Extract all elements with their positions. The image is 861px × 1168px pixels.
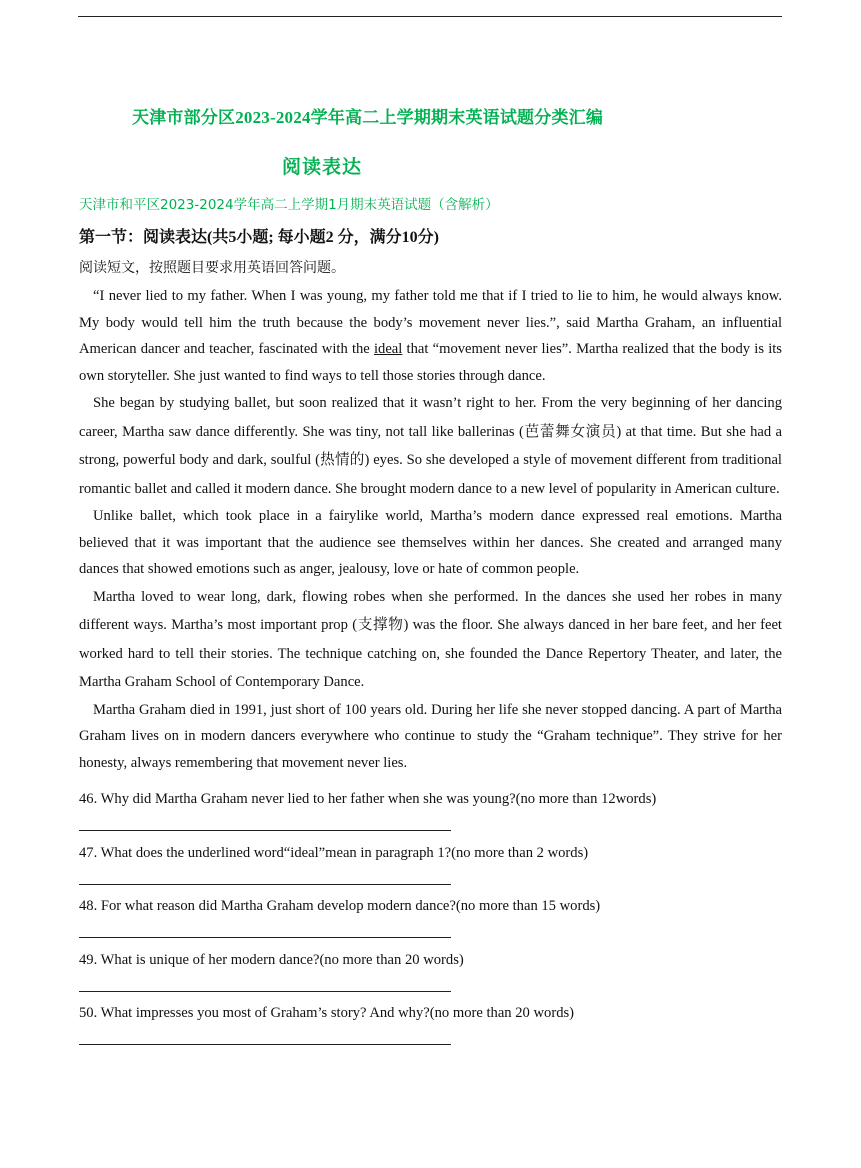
question-text: 49. What is unique of her modern dance?(no more than 20 words) <box>79 951 464 968</box>
answer-line[interactable] <box>79 830 451 831</box>
document-title: 天津市部分区2023-2024学年高二上学期期末英语试题分类汇编 <box>132 108 604 127</box>
passage-paragraph-2: She began by studying ballet, but soon realized that it wasn’t right to her. From the very beginning of her dancing career, Martha saw dance differently. She was tiny, not tall like ballerinas (芭蕾舞女演员) at that time. But she had a strong, powerful body and dark, soulful (热情的) eyes. So she developed a style of movement different from traditional romantic ballet and called it modern dance. She brought modern dance to a new level of popularity in American culture. <box>79 395 782 497</box>
passage-paragraph-5: Martha Graham died in 1991, just short of 100 years old. During her life she never stopped dancing. A part of Martha Graham lives on in modern dancers everywhere who continue to study the “Graham technique”. They strive for her honesty, always remembering that movement never lies. <box>79 701 782 771</box>
question-item <box>79 1005 782 1059</box>
question-text: 46. Why did Martha Graham never lied to her father when she was young?(no more than 12words) <box>79 791 657 807</box>
passage-paragraph-4: Martha loved to wear long, dark, flowing robes when she performed. In the dances she used her robes in many different ways. Martha’s most important prop (支撑物) was the floor. She always danced in her bare feet, and her feet worked hard to tell their stories. The technique catching on, she founded the Dance Repertory Theater, and later, the Martha Graham School of Contemporary Dance. <box>79 588 782 690</box>
part-heading: 第一节：阅读表达(共5小题; 每小题2 分，满分10分) <box>79 229 439 246</box>
paragraph-1-start: “I never lied to my father. When I was young, my father told me that if I tried to lie to him, he would always know. My body would tell him the truth because the body’s movement never lies.”, said Martha Graham, an influential American dancer and teacher, fascinated with the <box>79 288 782 357</box>
answer-line[interactable] <box>79 937 451 938</box>
answer-line[interactable] <box>79 991 451 992</box>
question-list <box>79 791 782 1059</box>
passage-paragraph-1 <box>79 283 782 389</box>
question-item <box>79 845 782 899</box>
exam-source: 天津市和平区2023-2024学年高二上学期1月期末英语试题（含解析） <box>79 197 499 213</box>
question-item <box>79 898 782 952</box>
question-text: 50. What impresses you most of Graham’s story? And why?(no more than 20 words) <box>79 1005 575 1022</box>
question-item <box>79 791 782 845</box>
answer-line[interactable] <box>79 1044 451 1045</box>
question-text: 47. What does the underlined word“ideal”mean in paragraph 1?(no more than 2 words) <box>79 844 589 861</box>
passage-paragraph-3: Unlike ballet, which took place in a fairylike world, Martha’s modern dance expressed real emotions. Martha believed that it was important that the audience see themselves within her dances. She created and arranged many dances that showed emotions such as anger, jealousy, love or hate of common people. <box>79 508 782 577</box>
header-rule <box>78 16 782 17</box>
question-item <box>79 952 782 1006</box>
question-text: 48. For what reason did Martha Graham develop modern dance?(no more than 15 words) <box>79 898 601 915</box>
section-title: 阅读表达 <box>282 157 363 178</box>
underlined-word: ideal <box>373 341 403 357</box>
answer-line[interactable] <box>79 884 451 885</box>
reading-passage <box>79 283 782 776</box>
paragraph-1-end: that “movement never lies”. Martha realized that the body is its own storyteller. She just wanted to find ways to tell those stories through dance. <box>79 341 782 384</box>
instruction-text: 阅读短文，按照题目要求用英语回答问题。 <box>79 261 345 276</box>
